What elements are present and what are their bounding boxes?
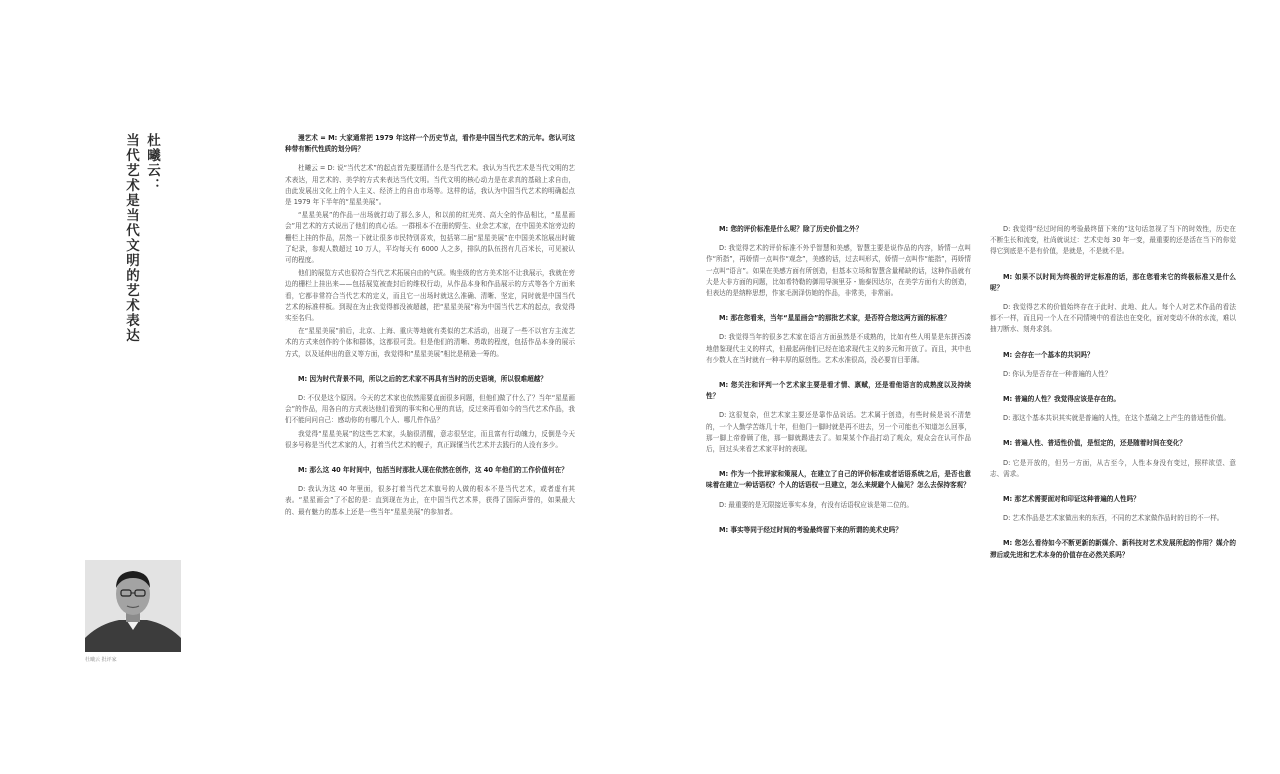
answer-paragraph: 杜曦云 = D: 说“当代艺术”的起点首先要厘清什么是当代艺术。我认为当代艺术是当代文明的艺术表达，用艺术的、美学的方式来表达当代文明。当代文明的核心动力是在求真的基础上求自由，由此发展出文化上的个人主义、经济上的自由市场等。这样的话，我认为中国当代艺术的明确起点是 1979 年下半年的“星星美展”。 (285, 164, 575, 207)
text-column-2 (706, 224, 971, 544)
answer-paragraph: D: 最重要的是无限接近事实本身，有没有话语权应该是第二位的。 (719, 500, 914, 509)
question-paragraph: M: 那么这 40 年时间中，包括当时那批人现在依然在创作，这 40 年他们的工作价值何在？ (298, 466, 568, 475)
question-paragraph: 漫艺术 = M: 大家通常把 1979 年这样一个历史节点，看作是中国当代艺术的元年。您认可这种带有断代性质的划分吗？ (285, 134, 575, 154)
question-paragraph: M: 那艺术需要面对和印证这种普遍的人性吗？ (1003, 495, 1140, 504)
question-paragraph: M: 事实等同于经过时间的考验最终留下来的所谓的美术史吗？ (719, 525, 902, 534)
question-paragraph: M: 您的评价标准是什么呢？除了历史价值之外？ (719, 225, 863, 233)
answer-paragraph: 他们的展览方式也很符合当代艺术拓展自由的气质。购坐级的官方美术馆不让我展示，我就在旁边的栅栏上挂出来——包括展览被查封后的维权行动，从作品本身和作品展示的方式等各个方面来看，它都非常符合当代艺术的定义，而且它一出场时就这么准确、清晰、坚定，同时就是中国当代艺术的标准样板。到现在为止我觉得都没被超越，把“星星美展”称为中国当代艺术的起点，我觉得实至名归。 (285, 269, 575, 323)
question-paragraph: M: 如果不以时间为终极的评定标准的话，那在您看来它的终极标准又是什么呢？ (990, 272, 1236, 292)
text-column-1 (285, 133, 575, 526)
question-paragraph: M: 会存在一个基本的共识吗？ (1003, 350, 1094, 359)
question-paragraph: M: 那在您看来，当年“星星画会”的那批艺术家，是否符合您这两方面的标准？ (719, 314, 951, 323)
answer-paragraph: 在“星星美展”前后，北京、上海、重庆等地就有类似的艺术活动，出现了一些不以官方主流艺术的方式来创作的个体和群体，这都很可贵。但是他们的清晰、勇敢的程度，包括作品本身的展示方式，以及延伸出的意义等方面，我觉得和“星星美展”相比是稍逊一筹的。 (285, 327, 575, 358)
answer-paragraph: D: 你认为是否存在一种普遍的人性？ (1003, 369, 1112, 378)
answer-paragraph: D: 这很复杂，但艺术家主要还是靠作品说话。艺术属于创造，有些时候是说不清楚的，一个人勤学苦练几十年，但他门一脚时就是再不进去，另一个可能也不知道怎么回事，那一脚上帝眷顾了他，那一脚就踢进去了。如果某个作品打动了观众，观众会在认可作品后，回过头来看艺术家平时的表现。 (706, 411, 971, 454)
answer-paragraph: D: 艺术作品是艺术家做出来的东西，不同的艺术家做作品时的目的不一样。 (1003, 514, 1224, 523)
answer-paragraph: “星星美展”的作品一出场就打动了那么多人，和以前的红光亮、高大全的作品相比，“星星画会”用艺术的方式说出了他们的真心话。一群根本不在册的野生、业余艺术家，在中国美术馆旁边的栅栏上挂的作品，居然一下就让很多市民特别喜欢，包括第二届“星星美展”在中国美术馆展出时破了纪录，参观人数超过 10 万人，平均每天有 6000 人之多，排队的队伍拐有几百米长，可见被认可的程度。 (285, 211, 575, 265)
text-column-3 (990, 224, 1236, 569)
interviewee-name: 杜曦云： (144, 133, 160, 193)
answer-paragraph: D: 它是开放的，但另一方面，从古至今，人性本身没有变过，照样欲望、意志、需求。 (990, 458, 1236, 478)
answer-paragraph: D: 那这个基本共识其实就是普遍的人性，在这个基础之上产生的普适性价值。 (1003, 414, 1230, 423)
question-paragraph: M: 作为一个批评家和策展人，在建立了自己的评价标准或者话语系统之后，是否也意味着在建立一种话语权？个人的话语权一旦建立，怎么来规避个人偏见？怎么去保持客观？ (706, 470, 971, 490)
portrait-caption: 杜曦云 批评家 (85, 657, 117, 663)
question-paragraph: M: 您关注和评判一个艺术家主要是看才情、禀赋，还是看他语言的成熟度以及持续性？ (706, 381, 971, 401)
answer-paragraph: D: 我觉得“经过时间的考验最终留下来的”这句话忽视了当下的时效性，历史在不断生长和流变，杜尚就说过：艺术史每 30 年一变，最重要的还是活在当下的你觉得它到底是不是有价值，是就是，不是就不是。 (990, 225, 1236, 256)
portrait-illustration (85, 560, 181, 652)
question-paragraph: M: 您怎么看待如今不断更新的新媒介、新科技对艺术发展所起的作用？媒介的滞后或先进和艺术本身的价值存在必然关系吗？ (990, 539, 1236, 559)
answer-paragraph: D: 不仅是这个原因。今天的艺术家也依然需要直面很多问题，但他们做了什么了？当年“星星画会”的作品，用各自的方式表达他们看到的事实和心里的真话，反过来再看如今的当代艺术作品，我们不能问问自己：感动你的有哪几个人、哪几件作品？ (285, 394, 575, 425)
answer-paragraph: D: 我觉得艺术的价值始终存在于此时、此地、此人。每个人对艺术作品的看法都不一样，而且同一个人在不同情境中的看法也在变化，面对变动不休的水流，难以抽刀断水、刻舟求剑。 (990, 303, 1236, 334)
portrait-photo (85, 560, 181, 652)
question-paragraph: M: 因为时代背景不同，所以之后的艺术家不再具有当时的历史语境，所以很难超越？ (298, 374, 547, 383)
question-paragraph: M: 普遍的人性？我觉得应该是存在的。 (1003, 395, 1120, 404)
answer-paragraph: D: 我认为这 40 年里面，很多打着当代艺术旗号的人做的根本不是当代艺术，或者虚有其表。“星星画会”了不起的是：直到现在为止，在中国当代艺术界，获得了国际声誉的，如果最大的、最有魅力的基本上还是一些当年“星星美展”的参加者。 (285, 485, 575, 516)
answer-paragraph: D: 我觉得艺术的评价标准不外乎智慧和美感，智慧主要是说作品的内容，娇情一点叫作“所指”，再娇情一点叫作“观念”，美感的话，过去叫形式，娇情一点叫作“能指”，再娇情一点叫“语言”。如果在美感方面有所创造，但基本立场和智慧含量稀缺的话，这种作品就有大是大非方面的问题，比如希特勒的御用导演里芬・施泰因达尔，在美学方面有大的创造，但表达的是纳粹思想，作家毛润泽仿她的作品，非常美，非常丽。 (706, 244, 971, 298)
answer-paragraph: D: 我觉得当年的很多艺术家在语言方面虽然是不成熟的，比如有些人明显是东拼西凑地借鉴现代主义的样式，但最起码他们已经在追求现代主义的多元和开放了。而且，其中也有少数人在当时就有一种丰厚的原创性。艺术水准很高，没必要盲目菲薄。 (706, 333, 971, 364)
answer-paragraph: 我觉得“星星美展”的这些艺术家，头脑很清醒，意志很坚定，而且富有行动魄力，反倒是今天很多号称是当代艺术家的人，打着当代艺术的幌子，真正踩懂当代艺术并去践行的人没有多少。 (285, 429, 575, 449)
article-title: 当代艺术是当代文明的艺术表达 (123, 133, 139, 343)
question-paragraph: M: 普遍人性、普适性价值，是恒定的，还是随着时间在变化？ (1003, 439, 1186, 448)
